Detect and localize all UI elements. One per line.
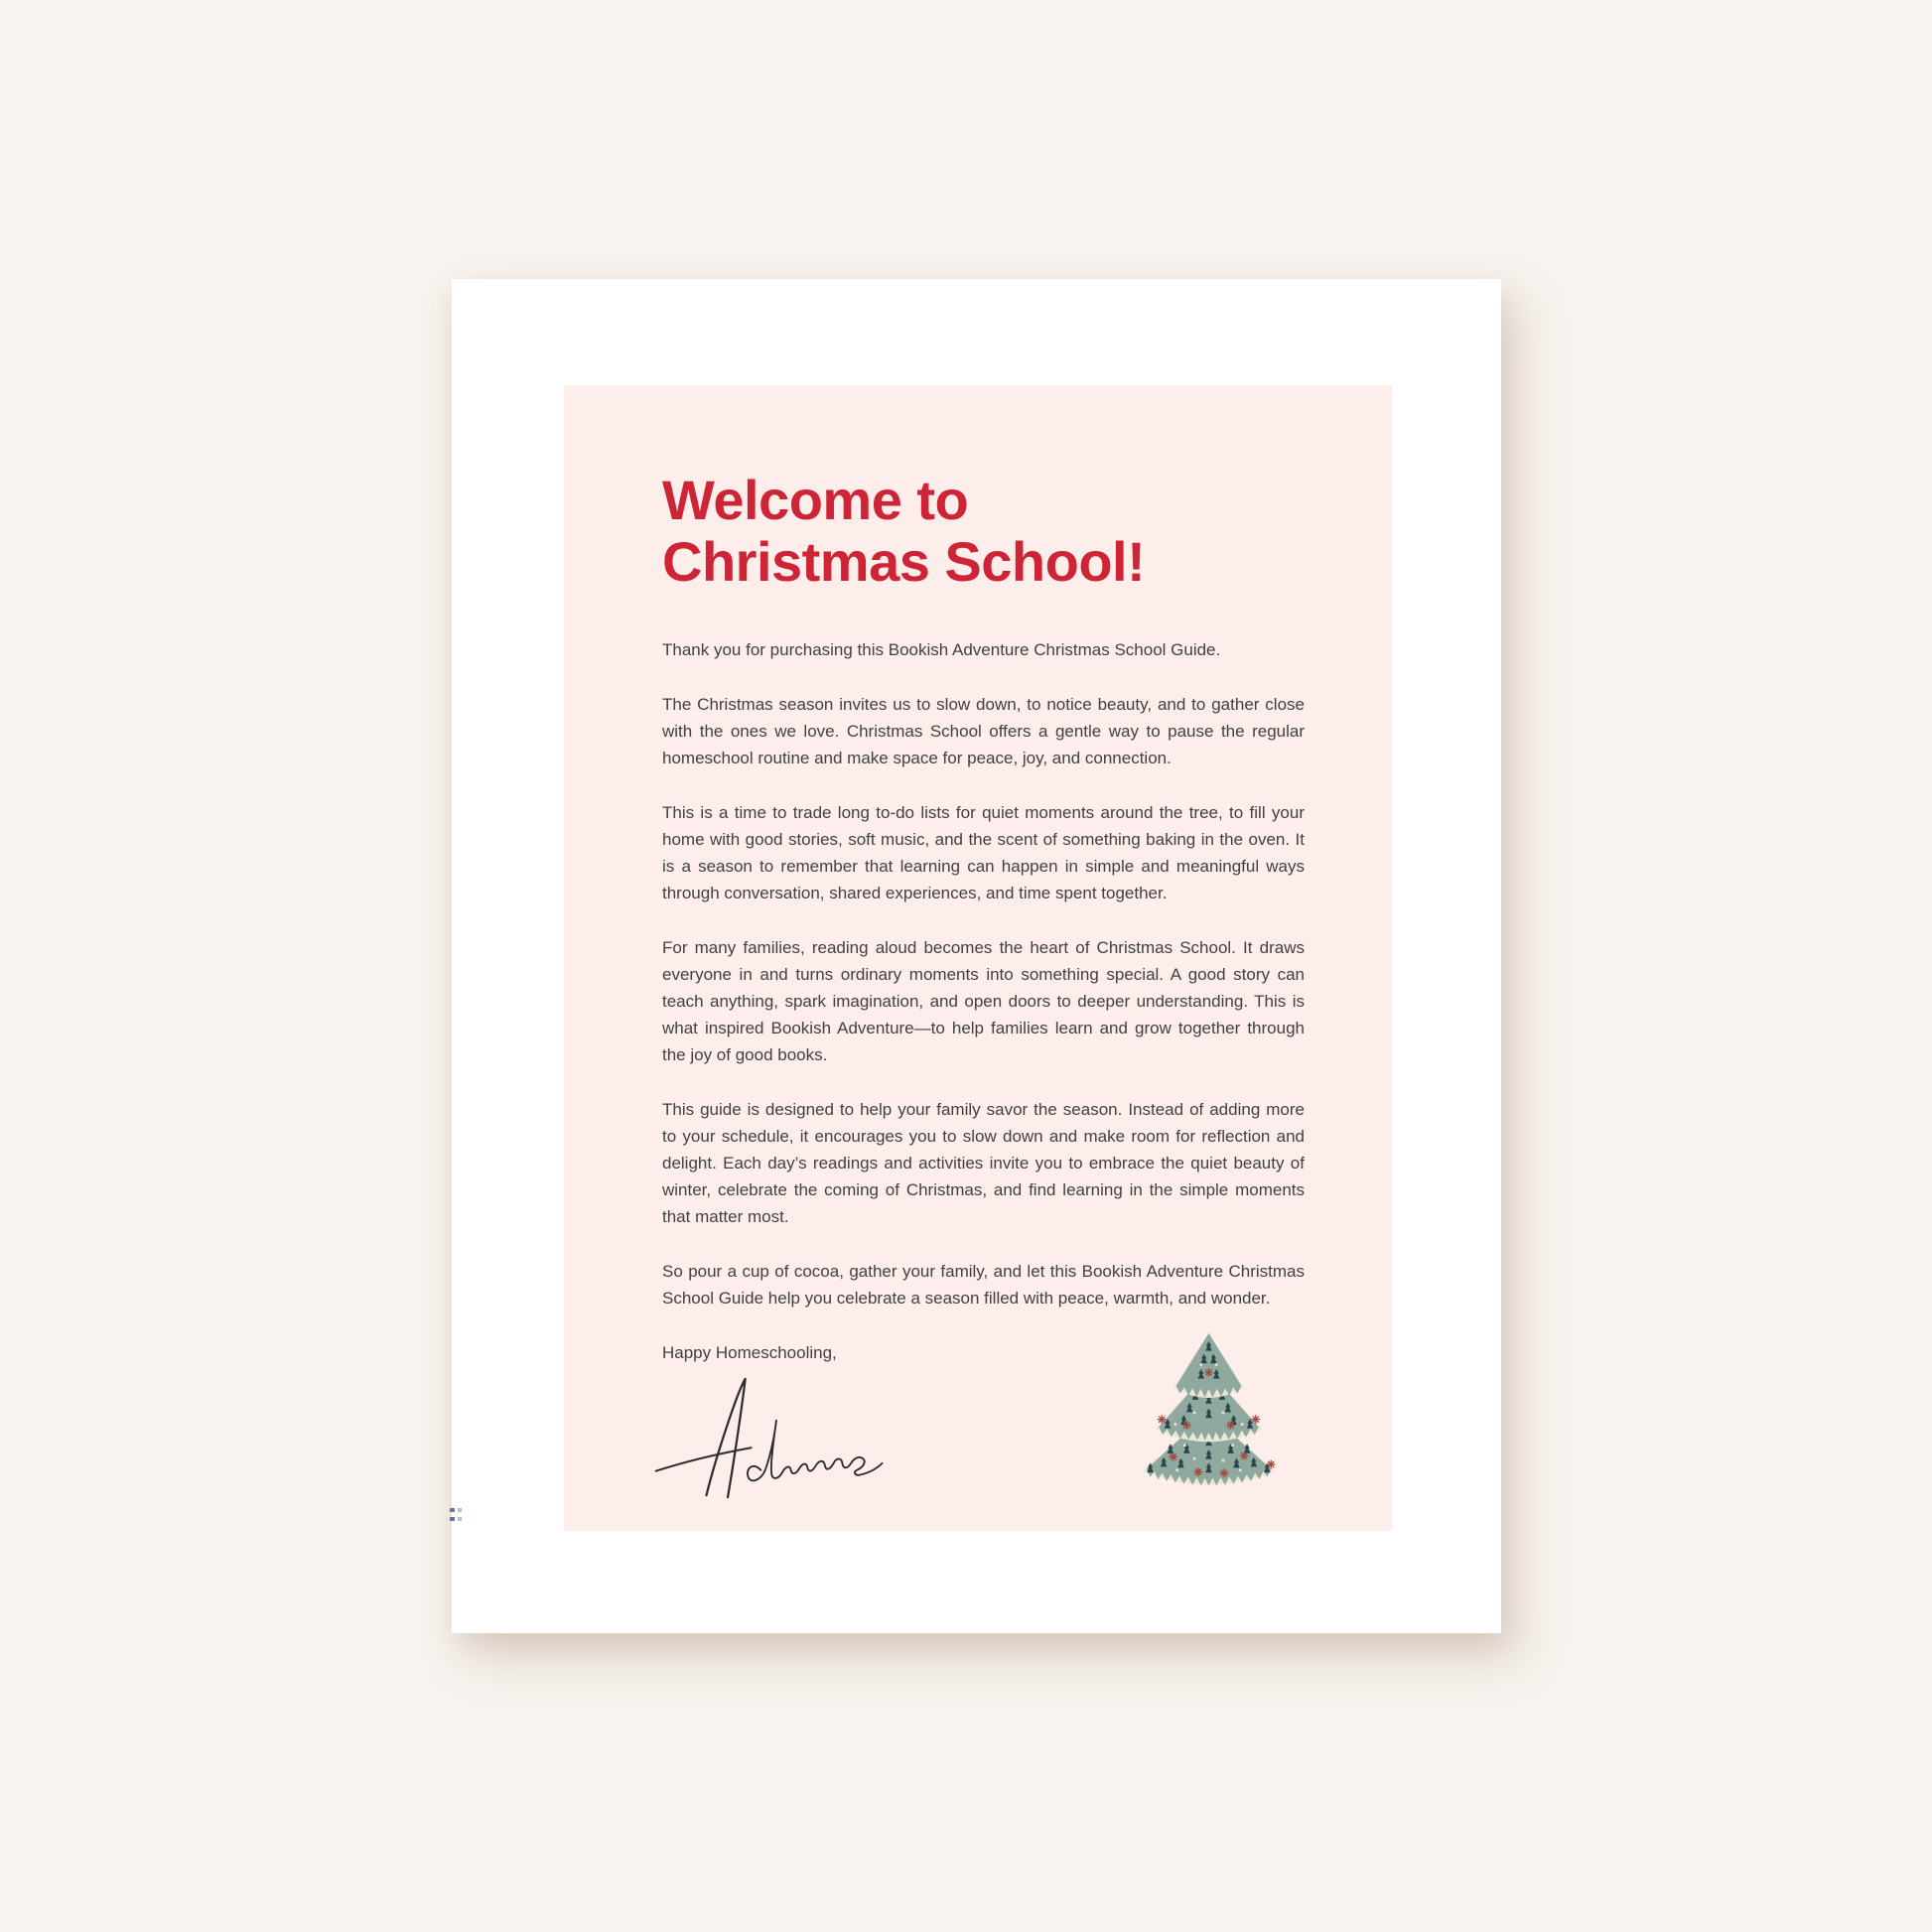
letter-paragraph: For many families, reading aloud becomes the heart of Christmas School. It draws everyone in and turns ordinary moments into something special. A good story can teach anything, spark imagination, and open doors to deeper understanding. This is what inspired Bookish Adventure—to help families learn and grow together through the joy of good books. bbox=[662, 938, 1305, 1064]
letter-closing: Happy Homeschooling, bbox=[662, 1343, 837, 1362]
edge-mark-row bbox=[450, 1508, 462, 1512]
christmas-tree-icon bbox=[1127, 1328, 1291, 1491]
page-edge-artifacts bbox=[450, 1508, 462, 1526]
letter-paragraph: So pour a cup of cocoa, gather your family, and let this Bookish Adventure Christmas School Guide help you celebrate a season filled with peace, warmth, and wonder. bbox=[662, 1262, 1305, 1308]
page-title bbox=[662, 470, 1305, 593]
letter-paragraph: This is a time to trade long to-do lists for quiet moments around the tree, to fill your home with good stories, soft music, and the scent of something baking in the oven. It is a season to remember that learning can happen in simple and meaningful ways through conversation, shared experiences, and time spent together. bbox=[662, 803, 1305, 902]
tree-top-tier bbox=[1173, 1333, 1244, 1398]
pink-letter-panel bbox=[564, 385, 1392, 1531]
page-title-line2: Christmas School! bbox=[662, 530, 1146, 593]
signature-adrianne-icon bbox=[648, 1370, 897, 1501]
page-title-line1: Welcome to bbox=[662, 469, 969, 531]
edge-mark-row bbox=[450, 1517, 462, 1521]
letter-page bbox=[452, 279, 1501, 1633]
letter-paragraph: Thank you for purchasing this Bookish Adventure Christmas School Guide. bbox=[662, 640, 1221, 659]
letter-paragraph: The Christmas season invites us to slow down, to notice beauty, and to gather close with the ones we love. Christmas School offers a gentle way to pause the regular homeschool routine and make space for peace, joy, and connection. bbox=[662, 695, 1305, 767]
signature-text bbox=[662, 1501, 663, 1502]
letter-paragraph: This guide is designed to help your family savor the season. Instead of adding more to your schedule, it encourages you to slow down and make room for reflection and delight. Each day’s readings and activities invite you to embrace the quiet beauty of winter, celebrate the coming of Christmas, and find learning in the simple moments that matter most. bbox=[662, 1100, 1305, 1226]
